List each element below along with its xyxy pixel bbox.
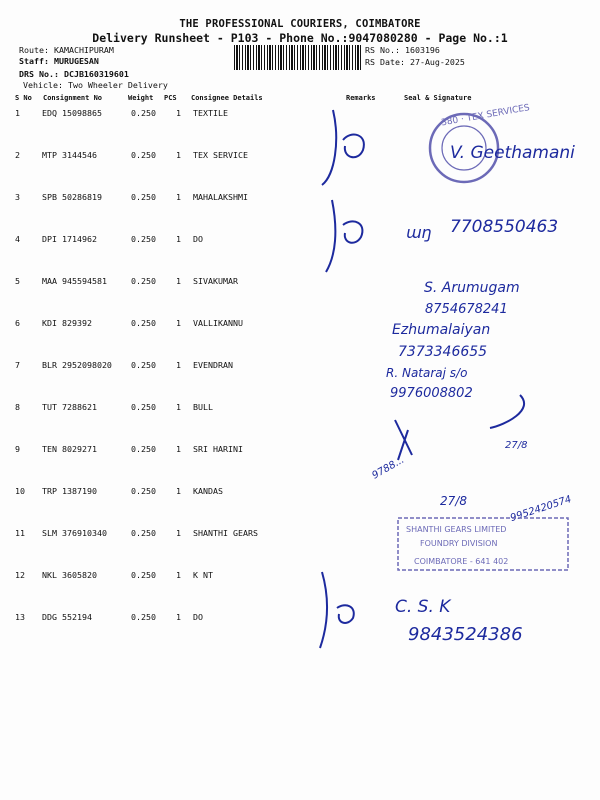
col-consignment: Consignment No: [43, 94, 103, 102]
row-pcs: 1: [176, 276, 181, 286]
row-consignment-no: BLR 2952098020: [42, 360, 112, 370]
row-weight: 0.250: [131, 192, 156, 202]
row-sno: 1: [15, 108, 20, 118]
rect-stamp-line3: COIMBATORE - 641 402: [414, 557, 509, 566]
row-weight: 0.250: [131, 276, 156, 286]
signature-row7: R. Nataraj s/o: [386, 366, 468, 380]
phone-row4: 7708550463: [450, 217, 559, 237]
row-consignment-no: TEN 8029271: [42, 444, 97, 454]
row-consignment-no: MTP 3144546: [42, 150, 97, 160]
row-sno: 9: [15, 444, 20, 454]
signature-row6: Ezhumalaiyan: [392, 322, 491, 338]
rect-stamp-line2: FOUNDRY DIVISION: [420, 539, 498, 548]
row-consignee: SIVAKUMAR: [193, 276, 238, 286]
row-sno: 12: [15, 570, 25, 580]
row-consignment-no: MAA 945594581: [42, 276, 107, 286]
signature-row2: V. Geethamani: [450, 143, 575, 163]
row-consignee: TEXTILE: [193, 108, 228, 118]
staff: Staff: MURUGESAN: [19, 56, 99, 66]
row-weight: 0.250: [131, 234, 156, 244]
date-row10: 27/8: [440, 494, 467, 508]
row-sno: 4: [15, 234, 20, 244]
rect-stamp: [398, 518, 568, 570]
row-weight: 0.250: [131, 402, 156, 412]
row-consignee: K NT: [193, 570, 213, 580]
initials-row4: ɯŋ: [406, 223, 432, 242]
table-row: [0, 486, 600, 500]
row-weight: 0.250: [131, 528, 156, 538]
row-pcs: 1: [176, 402, 181, 412]
row-weight: 0.250: [131, 570, 156, 580]
table-row: [0, 150, 600, 164]
row-pcs: 1: [176, 150, 181, 160]
row-weight: 0.250: [131, 612, 156, 622]
row-pcs: 1: [176, 192, 181, 202]
col-consignee: Consignee Details: [191, 94, 263, 102]
signature-row9: 9788...: [370, 454, 407, 482]
row-sno: 7: [15, 360, 20, 370]
row-sno: 8: [15, 402, 20, 412]
company-name: THE PROFESSIONAL COURIERS, COIMBATORE: [179, 18, 421, 30]
table-row: [0, 276, 600, 290]
row-sno: 11: [15, 528, 25, 538]
row-pcs: 1: [176, 444, 181, 454]
row-sno: 2: [15, 150, 20, 160]
row-consignment-no: DPI 1714962: [42, 234, 97, 244]
row-weight: 0.250: [131, 360, 156, 370]
row-weight: 0.250: [131, 150, 156, 160]
phone-row10: 9952420574: [508, 494, 573, 525]
row-consignee: MAHALAKSHMI: [193, 192, 248, 202]
row-consignment-no: KDI 829392: [42, 318, 92, 328]
col-remarks: Remarks: [346, 94, 376, 102]
table-row: [0, 192, 600, 206]
date-row9: 27/8: [505, 440, 528, 451]
bracket-marks: [320, 110, 524, 648]
row-sno: 10: [15, 486, 25, 496]
row-consignee: DO: [193, 234, 203, 244]
table-row: [0, 402, 600, 416]
phone-row7: 9976008802: [390, 386, 473, 401]
row-consignment-no: SLM 376910340: [42, 528, 107, 538]
table-row: [0, 612, 600, 626]
signature-row5: S. Arumugam: [424, 280, 520, 296]
table-row: [0, 234, 600, 248]
row-consignee: BULL: [193, 402, 213, 412]
row-pcs: 1: [176, 108, 181, 118]
round-stamp-text: 380 · TEX SERVICES: [440, 103, 531, 129]
vehicle: Vehicle: Two Wheeler Delivery: [23, 80, 168, 90]
row-sno: 5: [15, 276, 20, 286]
phone-row6: 7373346655: [398, 344, 488, 360]
row-weight: 0.250: [131, 108, 156, 118]
row-consignment-no: DDG 552194: [42, 612, 92, 622]
row-pcs: 1: [176, 360, 181, 370]
runsheet-title: Delivery Runsheet - P103 - Phone No.:9047080280 - Page No.:1: [92, 31, 508, 45]
row-weight: 0.250: [131, 486, 156, 496]
table-row: [0, 528, 600, 542]
table-row: [0, 444, 600, 458]
row-consignment-no: TUT 7288621: [42, 402, 97, 412]
table-row: [0, 360, 600, 374]
phone-row12: 9843524386: [408, 624, 523, 645]
row-sno: 6: [15, 318, 20, 328]
phone-row5: 8754678241: [425, 302, 508, 317]
signature-row12: C. S. K: [395, 597, 451, 617]
row-sno: 3: [15, 192, 20, 202]
row-pcs: 1: [176, 528, 181, 538]
row-weight: 0.250: [131, 318, 156, 328]
row-pcs: 1: [176, 570, 181, 580]
row-pcs: 1: [176, 234, 181, 244]
row-consignee: KANDAS: [193, 486, 223, 496]
row-consignee: TEX SERVICE: [193, 150, 248, 160]
row-consignee: DO: [193, 612, 203, 622]
row-consignee: VALLIKANNU: [193, 318, 243, 328]
row-consignment-no: EDQ 15098865: [42, 108, 102, 118]
row-sno: 13: [15, 612, 25, 622]
col-sno: S No: [15, 94, 32, 102]
table-row: [0, 108, 600, 122]
row-consignment-no: TRP 1387190: [42, 486, 97, 496]
route: Route: KAMACHIPURAM: [19, 45, 114, 55]
table-row: [0, 570, 600, 584]
drs-number: DRS No.: DCJB160319601: [19, 69, 129, 79]
row-pcs: 1: [176, 612, 181, 622]
rs-date: RS Date: 27-Aug-2025: [365, 57, 465, 67]
row-consignment-no: SPB 50286819: [42, 192, 102, 202]
barcode: [234, 45, 361, 70]
row-consignment-no: NKL 3605820: [42, 570, 97, 580]
row-consignee: SRI HARINI: [193, 444, 243, 454]
col-weight: Weight: [128, 94, 154, 102]
rect-stamp-line1: SHANTHI GEARS LIMITED: [406, 525, 507, 534]
row-consignee: EVENDRAN: [193, 360, 233, 370]
table-row: [0, 318, 600, 332]
rs-number: RS No.: 1603196: [365, 45, 440, 55]
row-weight: 0.250: [131, 444, 156, 454]
col-seal-signature: Seal & Signature: [404, 94, 472, 102]
row-pcs: 1: [176, 486, 181, 496]
row-consignee: SHANTHI GEARS: [193, 528, 258, 538]
row-pcs: 1: [176, 318, 181, 328]
col-pcs: PCS: [164, 94, 177, 102]
